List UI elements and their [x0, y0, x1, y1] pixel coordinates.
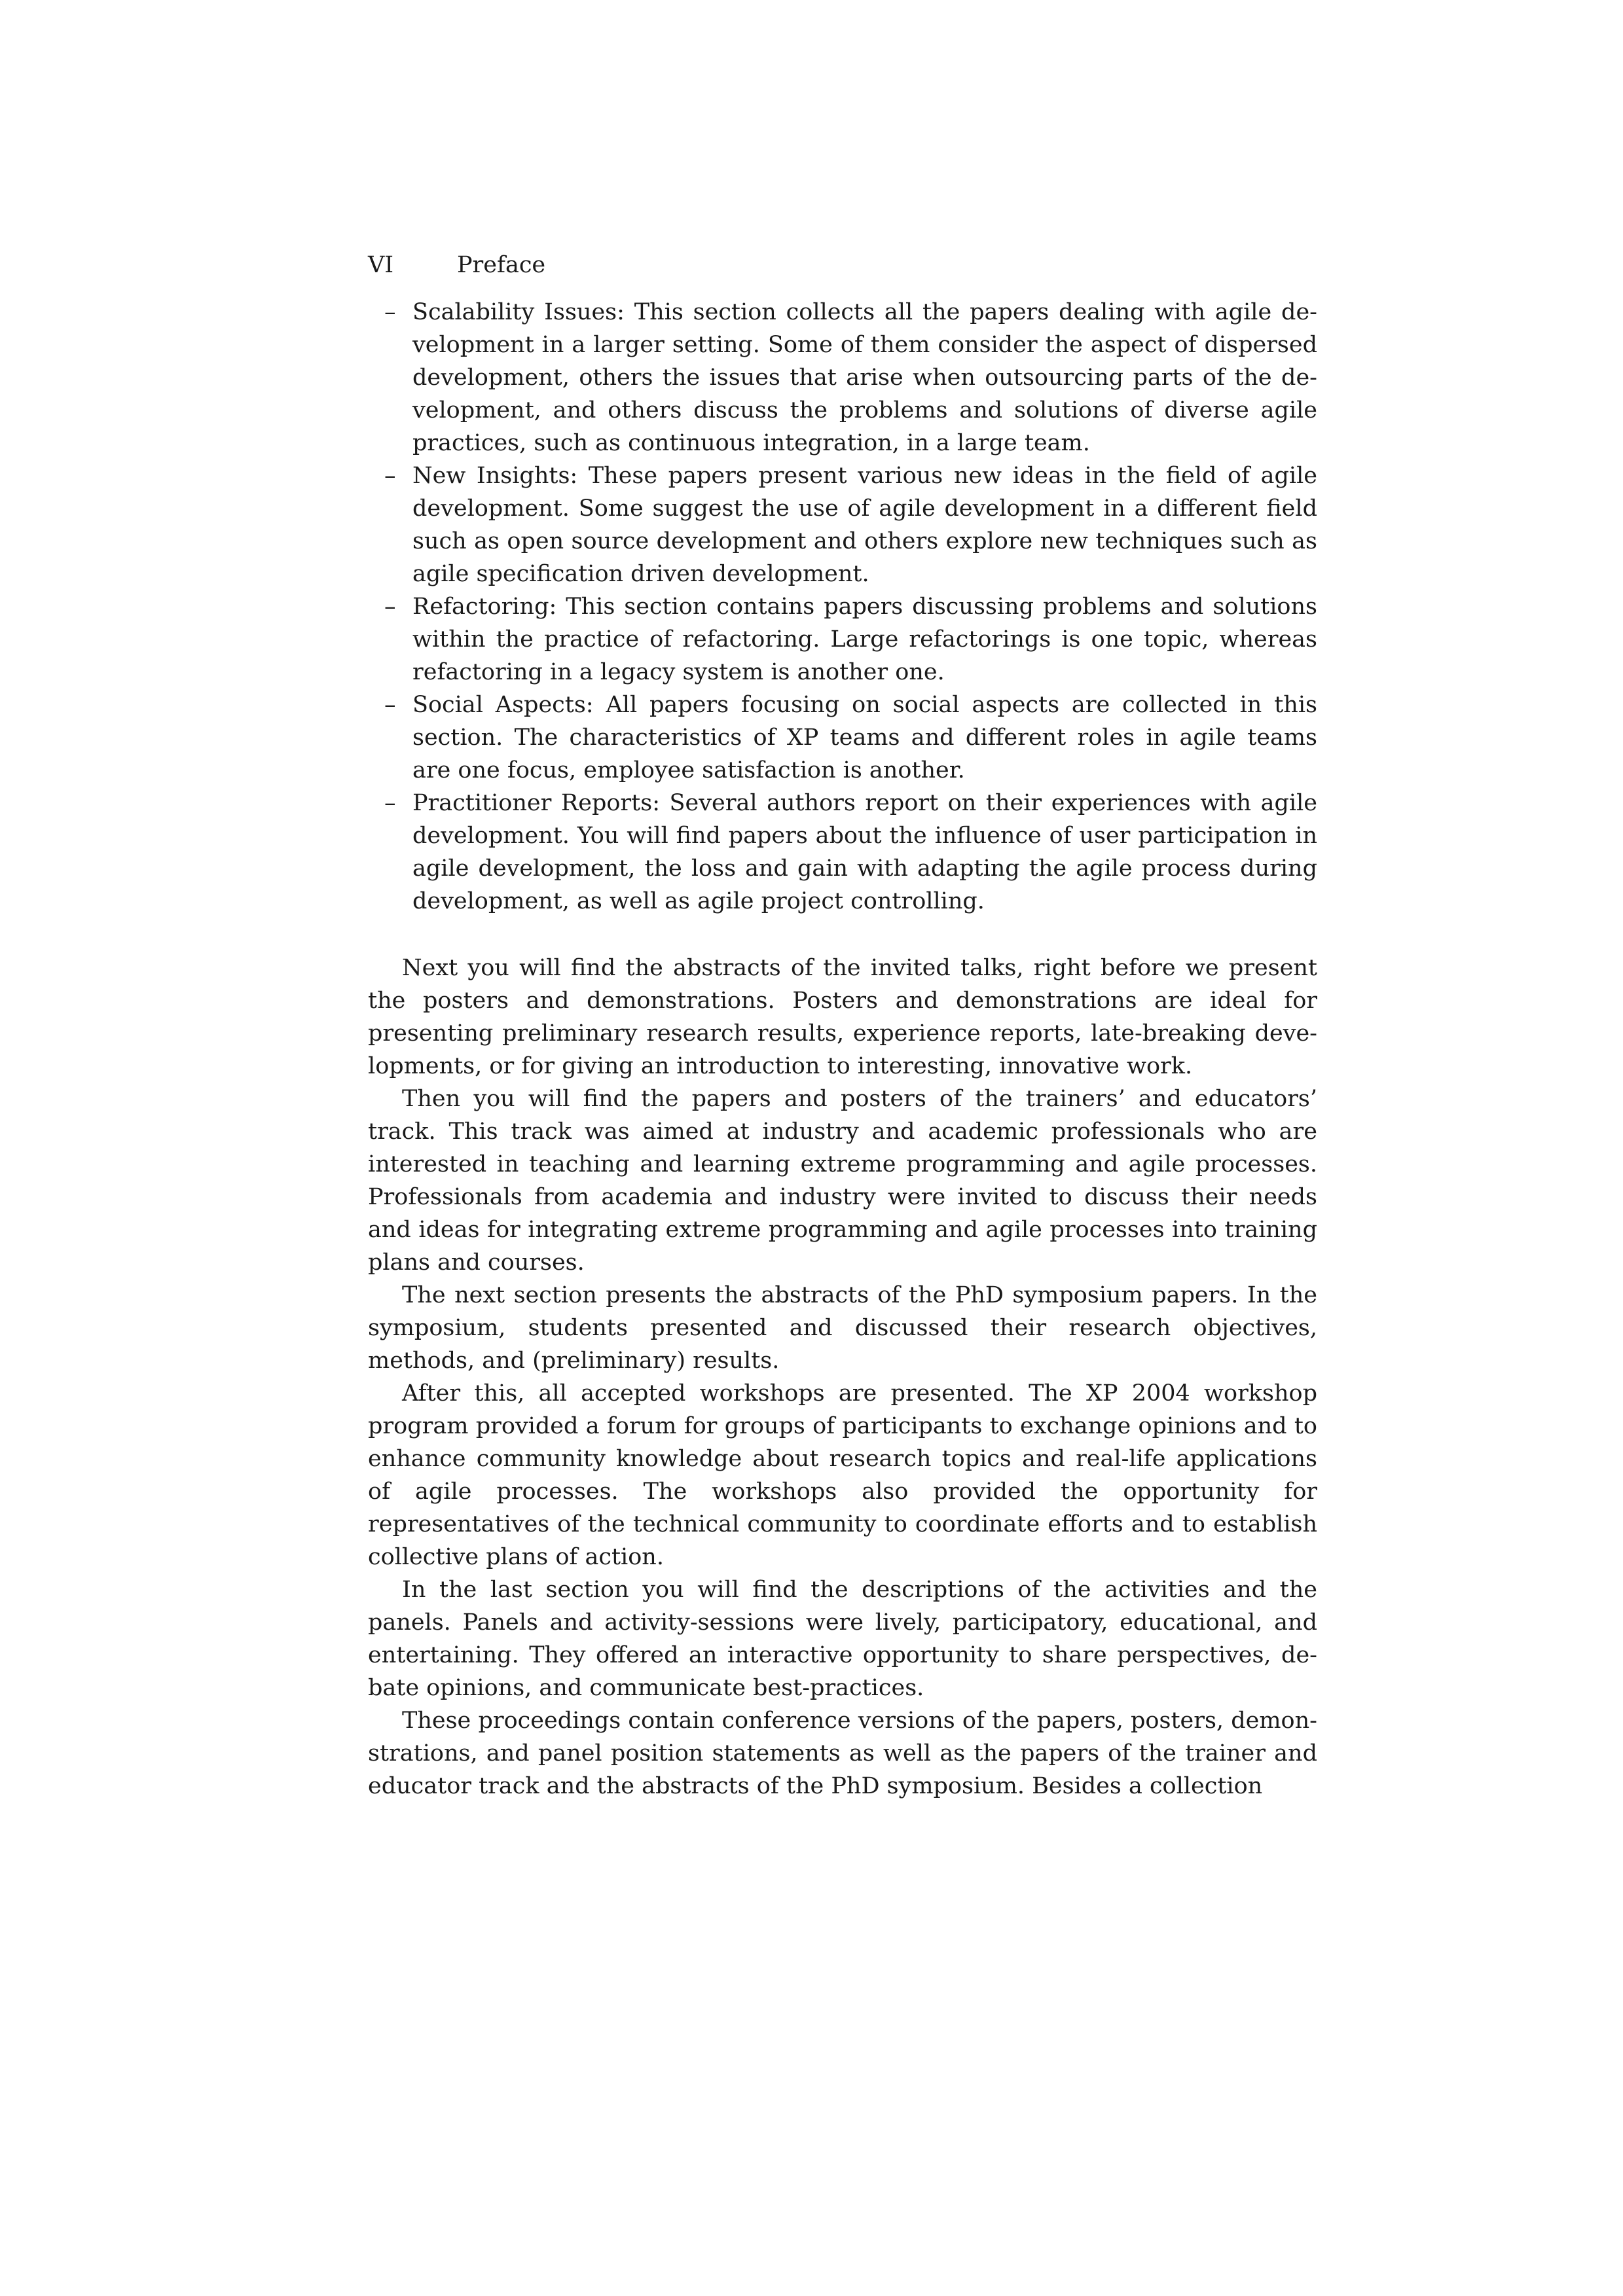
- paragraph: Next you will find the abstracts of the invited talks, right before we present the posters and demonstrations. Posters and demonstrations are ideal for presenting preliminary research results, experience reports, late-breaking developments, or for giving an introduction to interesting, innovative work.: [368, 955, 1317, 1079]
- running-title: Preface: [457, 252, 546, 278]
- list-item-text: Scalability Issues: This section collects all the papers dealing with agile development in a larger setting. Some of them consider the aspect of dispersed development, others the issues that arise when outsourcing parts of the development, and others discuss the problems and solutions of diverse agile practices, such as continuous integration, in a large team.: [412, 299, 1317, 456]
- body-text: [368, 952, 1317, 1803]
- page-body: [368, 249, 1317, 1803]
- list-item: [368, 296, 1317, 459]
- dash-bullet: –: [384, 594, 396, 620]
- list-item-text: Practitioner Reports: Several authors report on their experiences with agile development. You will find papers about the influence of user participation in agile development, the loss and gain with adapting the agile process during development, as well as agile project controlling.: [412, 790, 1317, 914]
- list-item: [368, 787, 1317, 918]
- list-item: [368, 459, 1317, 590]
- dash-bullet: –: [384, 463, 396, 489]
- list-item-text: New Insights: These papers present various new ideas in the field of agile development. Some suggest the use of agile development in a different field such as open source development and others explore new techniques such as agile specification driven development.: [412, 463, 1317, 587]
- dash-bullet: –: [384, 299, 396, 325]
- running-head: [368, 249, 1317, 281]
- paragraph: The next section presents the abstracts of the PhD symposium papers. In the symposium, students presented and discussed their research objectives, methods, and (preliminary) results.: [368, 1282, 1317, 1374]
- dash-bullet: –: [384, 692, 396, 718]
- page-number: VI: [368, 252, 394, 278]
- list-item-text: Refactoring: This section contains papers discussing problems and solutions within the practice of refactoring. Large refactorings is one topic, whereas refactoring in a legacy system is another one.: [412, 594, 1317, 685]
- dash-bullet: –: [384, 790, 396, 816]
- paragraph: These proceedings contain conference versions of the papers, posters, demonstrations, and panel position statements as well as the papers of the trainer and educator track and the abstracts of the PhD symposium. Besides a collection: [368, 1708, 1317, 1799]
- list-item: [368, 689, 1317, 787]
- paragraph: Then you will find the papers and posters of the trainers’ and educators’ track. This track was aimed at industry and academic professionals who are interested in teaching and learning extreme programming and agile processes. Professionals from academia and industry were invited to discuss their needs and ideas for integrating extreme programming and agile processes into training plans and courses.: [368, 1086, 1317, 1276]
- paragraph: In the last section you will find the descriptions of the activities and the panels. Panels and activity-sessions were lively, participatory, educational, and entertaining. They offered an interactive opportunity to share perspectives, debate opinions, and communicate best-practices.: [368, 1577, 1317, 1701]
- section-list: [368, 296, 1317, 918]
- list-item-text: Social Aspects: All papers focusing on social aspects are collected in this section. The characteristics of XP teams and different roles in agile teams are one focus, employee satisfaction is another.: [412, 692, 1317, 783]
- paragraph: After this, all accepted workshops are presented. The XP 2004 workshop program provided a forum for groups of participants to exchange opinions and to enhance community knowledge about research topics and real-life applications of agile processes. The workshops also provided the opportunity for representatives of the technical community to coordinate efforts and to establish collective plans of action.: [368, 1380, 1317, 1570]
- list-item: [368, 590, 1317, 689]
